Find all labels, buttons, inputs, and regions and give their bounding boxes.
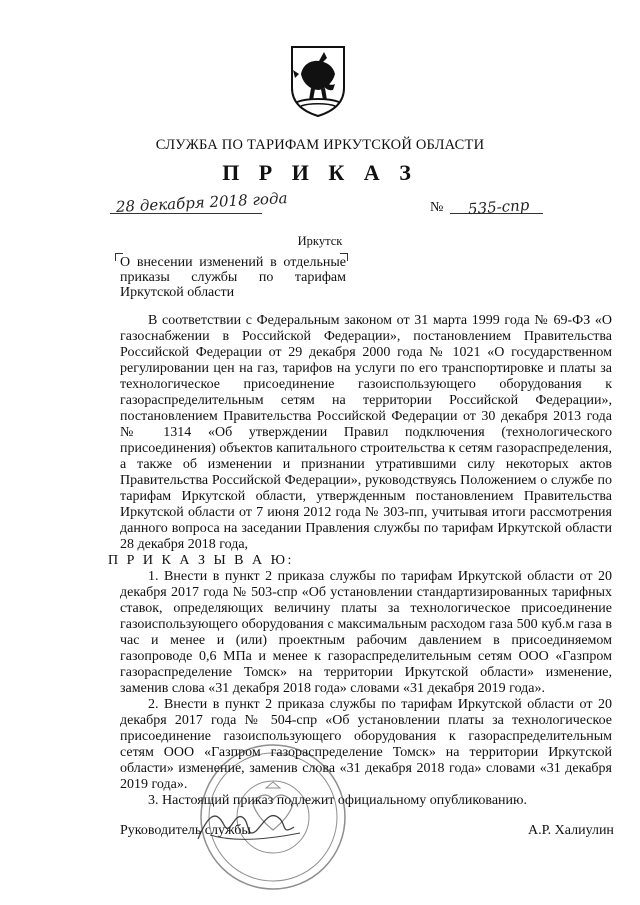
order-item-1: 1. Внести в пункт 2 приказа службы по тарифам Иркутской области от 20 декабря 2017 года № 503-спр «Об установлении стандартизированных тарифных ставок, определяющих величину платы за технологическое присоединение газоиспользующего оборудования с максимальным расходом газа 500 куб.м газа в час и менее и (или) проектным рабочим давлением в присоединяемом газопроводе 0,6 МПа и менее к газораспределительным сетям ООО «Газпром газораспределение Томск» на территории Иркутской области» изменение, заменив слова «31 декабря 2018 года» словами «31 декабря 2019 года». xyxy=(120,569,612,696)
document-body xyxy=(108,313,612,809)
order-item-2: 2. Внести в пункт 2 приказа службы по тарифам Иркутской области от 20 декабря 2017 года № 504-спр «Об установлении платы за технологическое присоединение газоиспользующего оборудования к газораспределительным сетям ООО «Газпром газораспределение Томск» на территории Иркутской области» изменение, заменив слова «31 декабря 2018 года» словами «31 декабря 2019 года». xyxy=(120,697,612,792)
signatory-position: Руководитель службы xyxy=(120,823,251,838)
number-label: № xyxy=(430,200,444,215)
irkutsk-coat-of-arms-icon xyxy=(289,44,347,118)
handwritten-date: 28 декабря 2018 года xyxy=(115,189,288,216)
order-item-3: 3. Настоящий приказ подлежит официальному опубликованию. xyxy=(148,793,527,808)
handwritten-number: 535-спр xyxy=(467,195,530,219)
preamble-paragraph: В соответствии с Федеральным законом от 31 марта 1999 года № 69-ФЗ «О газоснабжении в Российской Федерации», постановлением Правительства Российской Федерации от 29 декабря 2000 года № 1021 «О государственном регулировании цен на газ, тарифов на услуги по его транспортировке и платы за технологическое присоединение газоиспользующего оборудования к газораспределительным сетям на территории Российской Федерации», постановлением Правительства Российской Федерации от 30 декабря 2013 года № 1314 «Об утверждении Правил подключения (технологического присоединения) объектов капитального строительства к сетям газораспределения, а также об изменении и признании утратившими силу некоторых актов Правительства Российской Федерации», руководствуясь Положением о службе по тарифам Иркутской области, утвержденным постановлением Правительства Иркутской области от 7 июня 2012 года № 303-пп, учитывая итоги рассмотрения данного вопроса на заседании Правления службы по тарифам Иркутской области 28 декабря 2018 года, xyxy=(120,313,612,552)
document-subject: О внесении изменений в отдельные приказы службы по тарифам Иркутской области xyxy=(120,255,346,300)
signatory-name: А.Р. Халиулин xyxy=(528,823,614,838)
city-label: Иркутск xyxy=(297,234,343,248)
order-declaration: П Р И К А З Ы В А Ю: xyxy=(108,553,294,568)
agency-title: СЛУЖБА ПО ТАРИФАМ ИРКУТСКОЙ ОБЛАСТИ xyxy=(155,137,485,153)
document-type-heading: П Р И К А З xyxy=(222,160,418,185)
